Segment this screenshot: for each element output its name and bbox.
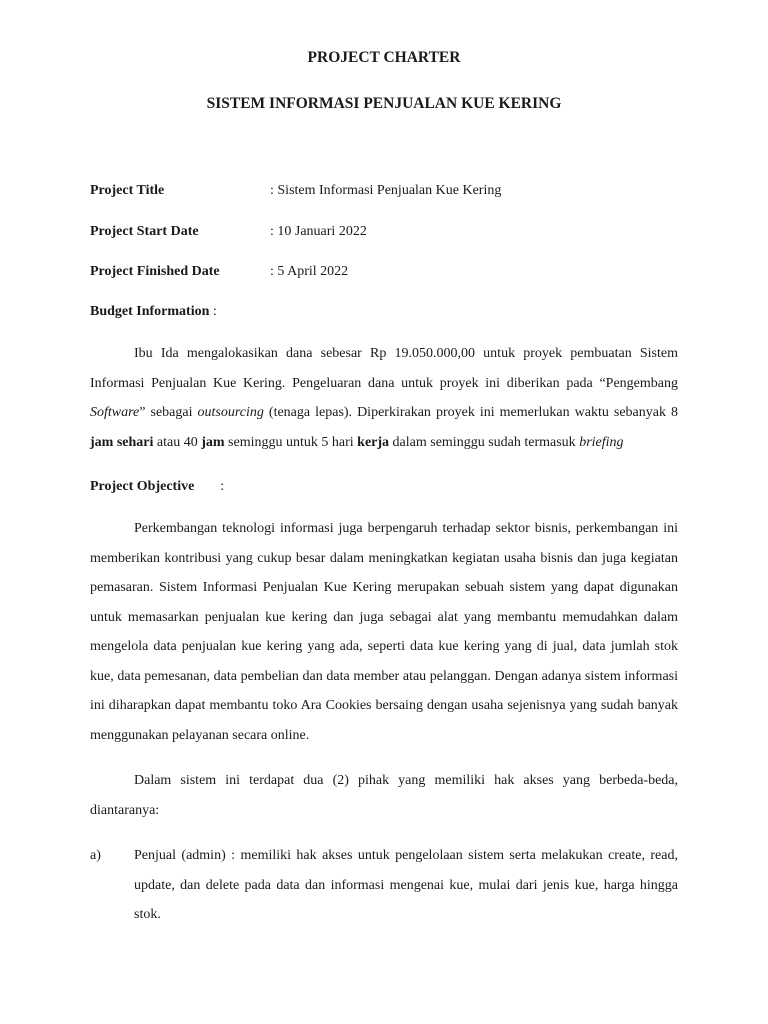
objective-heading-label: Project Objective: [90, 479, 195, 494]
field-value: : Sistem Informasi Penjualan Kue Kering: [270, 183, 502, 198]
text-run-italic: outsourcing: [197, 405, 264, 420]
list-marker: a): [90, 848, 101, 863]
list-item: [90, 841, 678, 930]
text-run-bold: kerja: [357, 434, 390, 450]
text-run-bold: jam: [201, 434, 225, 450]
field-value: : 10 Januari 2022: [270, 224, 367, 239]
objective-heading-colon: :: [220, 479, 225, 494]
text-run-italic: briefing: [579, 434, 624, 450]
list-item-text: Penjual (admin) : memiliki hak akses untuk pengelolaan sistem serta melakukan create, read, update, dan delete pada data dan informasi mengenai kue, mulai dari jenis kue, harga hingga stok.: [134, 848, 678, 922]
field-label: Project Title: [90, 183, 165, 198]
budget-paragraph: [90, 339, 678, 457]
field-project-title: [90, 184, 678, 198]
field-label: Project Finished Date: [90, 264, 220, 279]
document-subtitle: SISTEM INFORMASI PENJUALAN KUE KERING: [206, 94, 562, 112]
text-run: seminggu untuk 5 hari: [224, 434, 358, 450]
text-run-bold: jam sehari: [90, 434, 154, 450]
document-title: PROJECT CHARTER: [307, 49, 461, 66]
text-run: ” sebagai: [139, 405, 198, 420]
budget-heading: [90, 305, 678, 319]
field-label: Project Start Date: [90, 224, 199, 239]
objective-paragraph: Perkembangan teknologi informasi juga berpengaruh terhadap sektor bisnis, perkembangan ini memberikan kontribusi yang cukup besar dalam meningkatkan kegiatan usaha bisnis dan juga kegiatan pemasaran. Sistem Informasi Penjualan Kue Kering merupakan sebuah sistem yang dapat digunakan untuk memasarkan penjualan kue kering dan juga sebagai alat yang membantu memudahkan dalam mengelola data penjualan kue kering yang ada, seperti data kue kering yang di jual, data jumlah stok kue, data pemesanan, data pembelian dan data member atau pelanggan. Dengan adanya sistem informasi ini diharapkan dapat membantu toko Ara Cookies bersaing dengan usaha sejenisnya yang sudah banyak menggunakan pelayanan secara online.: [90, 521, 678, 743]
field-project-finished-date: [90, 265, 678, 279]
field-project-start-date: [90, 225, 678, 239]
text-run: Ibu Ida mengalokasikan dana sebesar Rp 19.050.000,00 untuk proyek pembuatan Sistem Informasi Penjualan Kue Kering. Pengeluaran dana untuk proyek ini diberikan pada “Pengembang: [90, 346, 678, 391]
text-run: dalam seminggu sudah termasuk: [389, 434, 580, 450]
text-run: (tenaga lepas). Diperkirakan proyek ini memerlukan waktu sebanyak 8: [263, 405, 678, 420]
text-run-italic: Software: [90, 405, 140, 420]
field-value: : 5 April 2022: [270, 264, 349, 279]
objective-heading: [90, 480, 678, 494]
budget-heading-colon: :: [209, 304, 217, 319]
budget-heading-label: Budget Information: [90, 304, 210, 319]
access-paragraph: Dalam sistem ini terdapat dua (2) pihak yang memiliki hak akses yang berbeda-beda, diantaranya:: [90, 773, 678, 818]
text-run: atau 40: [153, 434, 202, 450]
